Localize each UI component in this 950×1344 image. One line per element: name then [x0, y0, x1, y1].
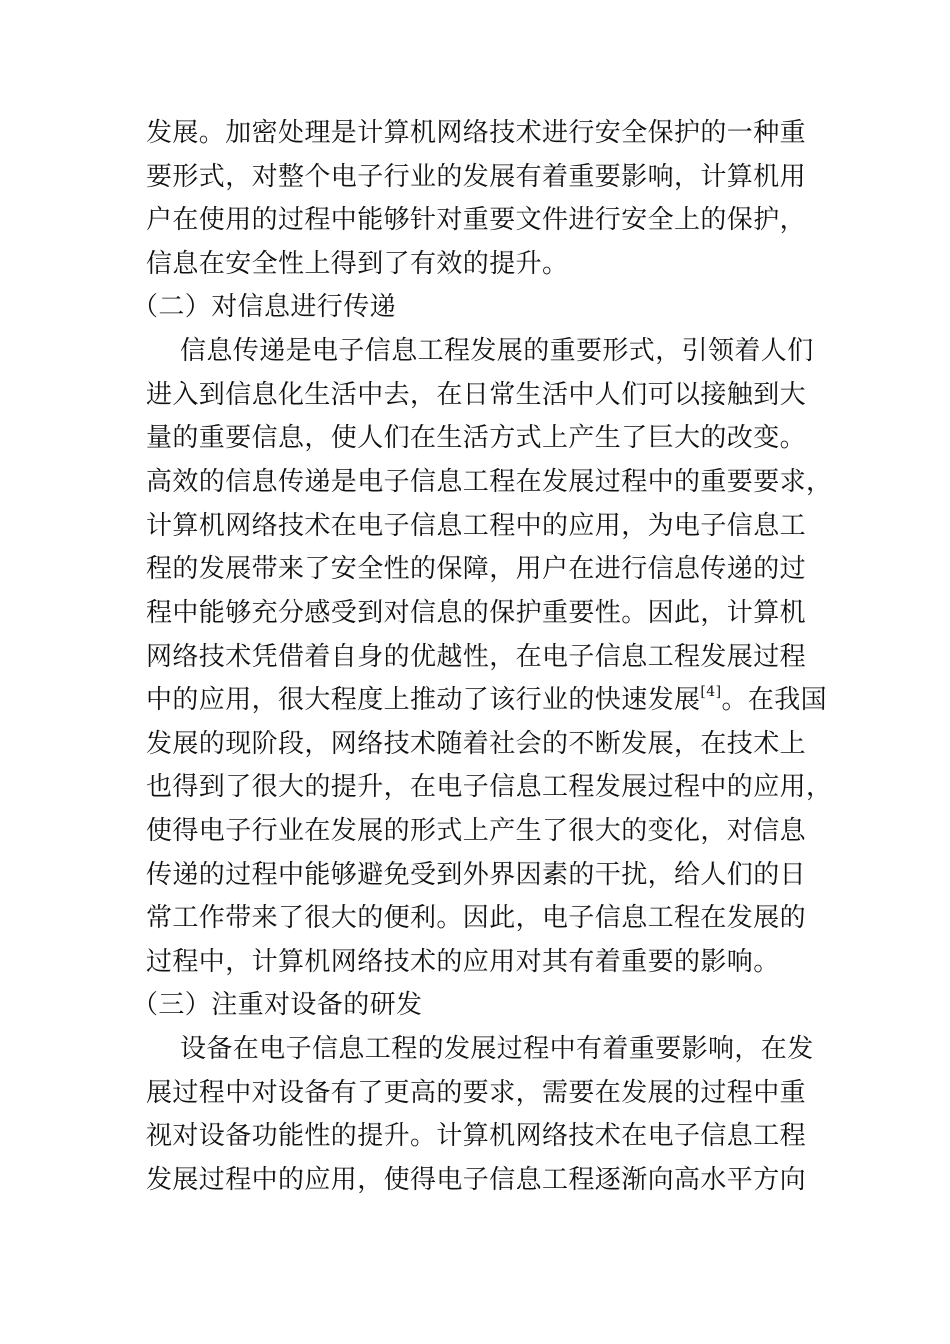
text-segment: 中的应用，很大程度上推动了该行业的快速发展	[146, 685, 701, 715]
text-line: 发展的现阶段，网络技术随着社会的不断发展，在技术上	[146, 729, 807, 759]
text-line: 进入到信息化生活中去，在日常生活中人们可以接触到大	[146, 380, 807, 410]
text-line: 量的重要信息，使人们在生活方式上产生了巨大的改变。	[146, 423, 807, 453]
text-line: 信息传递是电子信息工程发展的重要形式，引领着人们	[180, 336, 814, 366]
text-line-with-citation	[146, 683, 827, 717]
text-line: 常工作带来了很大的便利。因此，电子信息工程在发展的	[146, 903, 807, 933]
text-line: 信息在安全性上得到了有效的提升。	[146, 249, 569, 279]
text-line: 设备在电子信息工程的发展过程中有着重要影响，在发	[180, 1034, 814, 1064]
text-line: 使得电子行业在发展的形式上产生了很大的变化，对信息	[146, 816, 807, 846]
section-heading: （三）注重对设备的研发	[132, 990, 423, 1020]
citation-marker[interactable]: [4]	[700, 684, 722, 700]
text-line: 高效的信息传递是电子信息工程在发展过程中的重要要求，	[146, 467, 833, 497]
text-line: 网络技术凭借着自身的优越性，在电子信息工程发展过程	[146, 642, 807, 672]
text-line: 展过程中对设备有了更高的要求，需要在发展的过程中重	[146, 1078, 807, 1108]
text-line: 程中能够充分感受到对信息的保护重要性。因此，计算机	[146, 598, 807, 628]
text-line: 过程中，计算机网络技术的应用对其有着重要的影响。	[146, 947, 780, 977]
text-segment: 。在我国	[721, 685, 828, 715]
text-line: 传递的过程中能够避免受到外界因素的干扰，给人们的日	[146, 860, 807, 890]
text-line: 发展。加密处理是计算机网络技术进行安全保护的一种重	[146, 118, 807, 148]
text-line: 也得到了很大的提升，在电子信息工程发展过程中的应用，	[146, 772, 833, 802]
text-line: 要形式，对整个电子行业的发展有着重要影响，计算机用	[146, 162, 807, 192]
section-heading: （二）对信息进行传递	[132, 292, 397, 322]
text-line: 发展过程中的应用，使得电子信息工程逐渐向高水平方向	[146, 1165, 807, 1195]
text-line: 程的发展带来了安全性的保障，用户在进行信息传递的过	[146, 554, 807, 584]
text-line: 计算机网络技术在电子信息工程中的应用，为电子信息工	[146, 511, 807, 541]
text-line: 户在使用的过程中能够针对重要文件进行安全上的保护，	[146, 205, 807, 235]
text-line: 视对设备功能性的提升。计算机网络技术在电子信息工程	[146, 1121, 807, 1151]
